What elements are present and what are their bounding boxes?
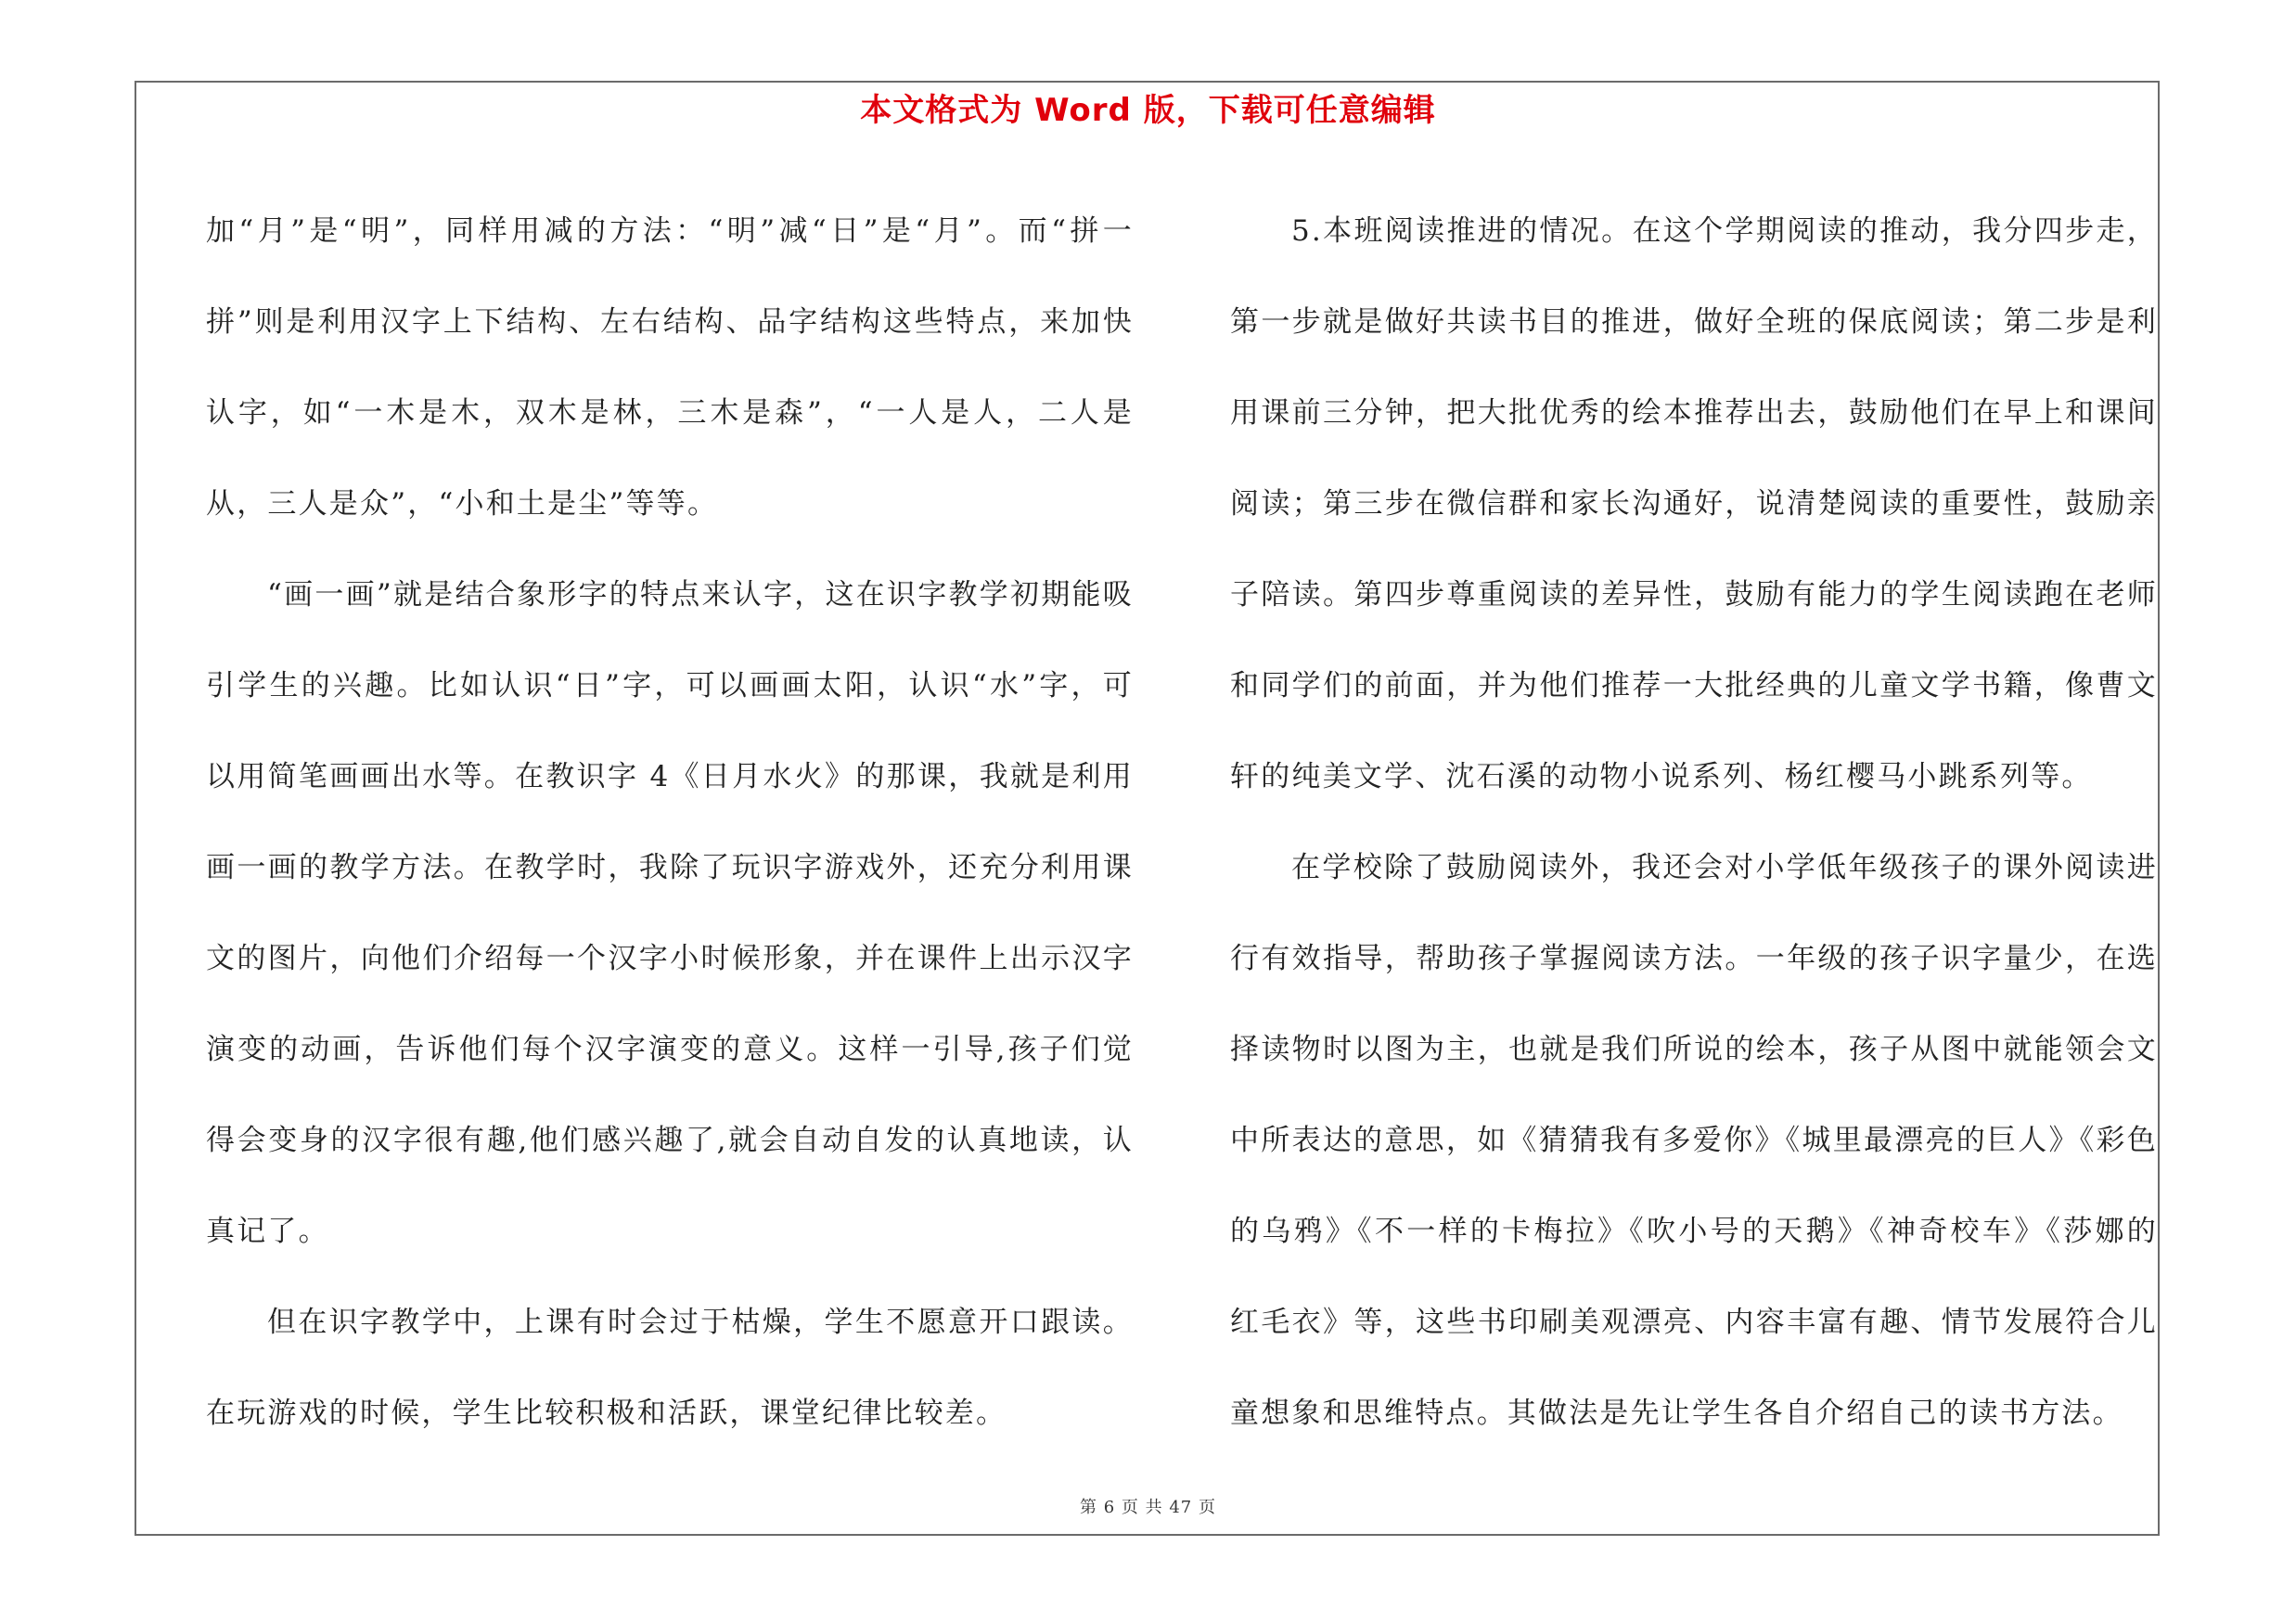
right-paragraph-1: 5.本班阅读推进的情况。在这个学期阅读的推动，我分四步走，第一步就是做好共读书目的推进，做好全班的保底阅读；第二步是利用课前三分钟，把大批优秀的绘本推荐出去，鼓励他们在早上和课间阅读；第三步在微信群和家长沟通好，说清楚阅读的重要性，鼓励亲子陪读。第四步尊重阅读的差异性，鼓励有能力的学生阅读跑在老师和同学们的前面，并为他们推荐一大批经典的儿童文学书籍，像曹文轩的纯美文学、沈石溪的动物小说系列、杨红樱马小跳系列等。 <box>1230 214 2158 793</box>
right-paragraph-2: 在学校除了鼓励阅读外，我还会对小学低年级孩子的课外阅读进行有效指导，帮助孩子掌握阅读方法。一年级的孩子识字量少，在选择读物时以图为主，也就是我们所说的绘本，孩子从图中就能领会文中所表达的意思，如《猜猜我有多爱你》《城里最漂亮的巨人》《彩色的乌鸦》《不一样的卡梅拉》《吹小号的天鹅》《神奇校车》《莎娜的红毛衣》等，这些书印刷美观漂亮、内容丰富有趣、情节发展符合儿童想象和思维特点。其做法是先让学生各自介绍自己的读书方法。 <box>1230 851 2158 1430</box>
page-number-footer: 第 6 页 共 47 页 <box>1080 1498 1216 1517</box>
left-paragraph-2: “画一画”就是结合象形字的特点来认字，这在识字教学初期能吸引学生的兴趣。比如认识“日”字，可以画画太阳，认识“水”字，可以用简笔画画出水等。在教识字 4《日月水火》的那课，我就是利用画一画的教学方法。在教学时，我除了玩识字游戏外，还充分利用课文的图片，向他们介绍每一个汉字小时候形象，并在课件上出示汉字演变的动画，告诉他们每个汉字演变的意义。这样一引导,孩子们觉得会变身的汉字很有趣,他们感兴趣了,就会自动自发的认真地读，认真记了。 <box>206 578 1134 1248</box>
left-text-column <box>206 186 1134 1459</box>
left-paragraph-1: 加“月”是“明”，同样用减的方法：“明”减“日”是“月”。而“拼一拼”则是利用汉字上下结构、左右结构、品字结构这些特点，来加快认字，如“一木是木，双木是林，三木是森”，“一人是人，二人是从，三人是众”，“小和土是尘”等等。 <box>206 214 1134 521</box>
right-text-column <box>1230 186 2158 1459</box>
word-format-banner: 本文格式为 Word 版，下载可任意编辑 <box>860 92 1436 129</box>
left-paragraph-3: 但在识字教学中，上课有时会过于枯燥，学生不愿意开口跟读。在玩游戏的时候，学生比较积极和活跃，课堂纪律比较差。 <box>206 1306 1134 1430</box>
